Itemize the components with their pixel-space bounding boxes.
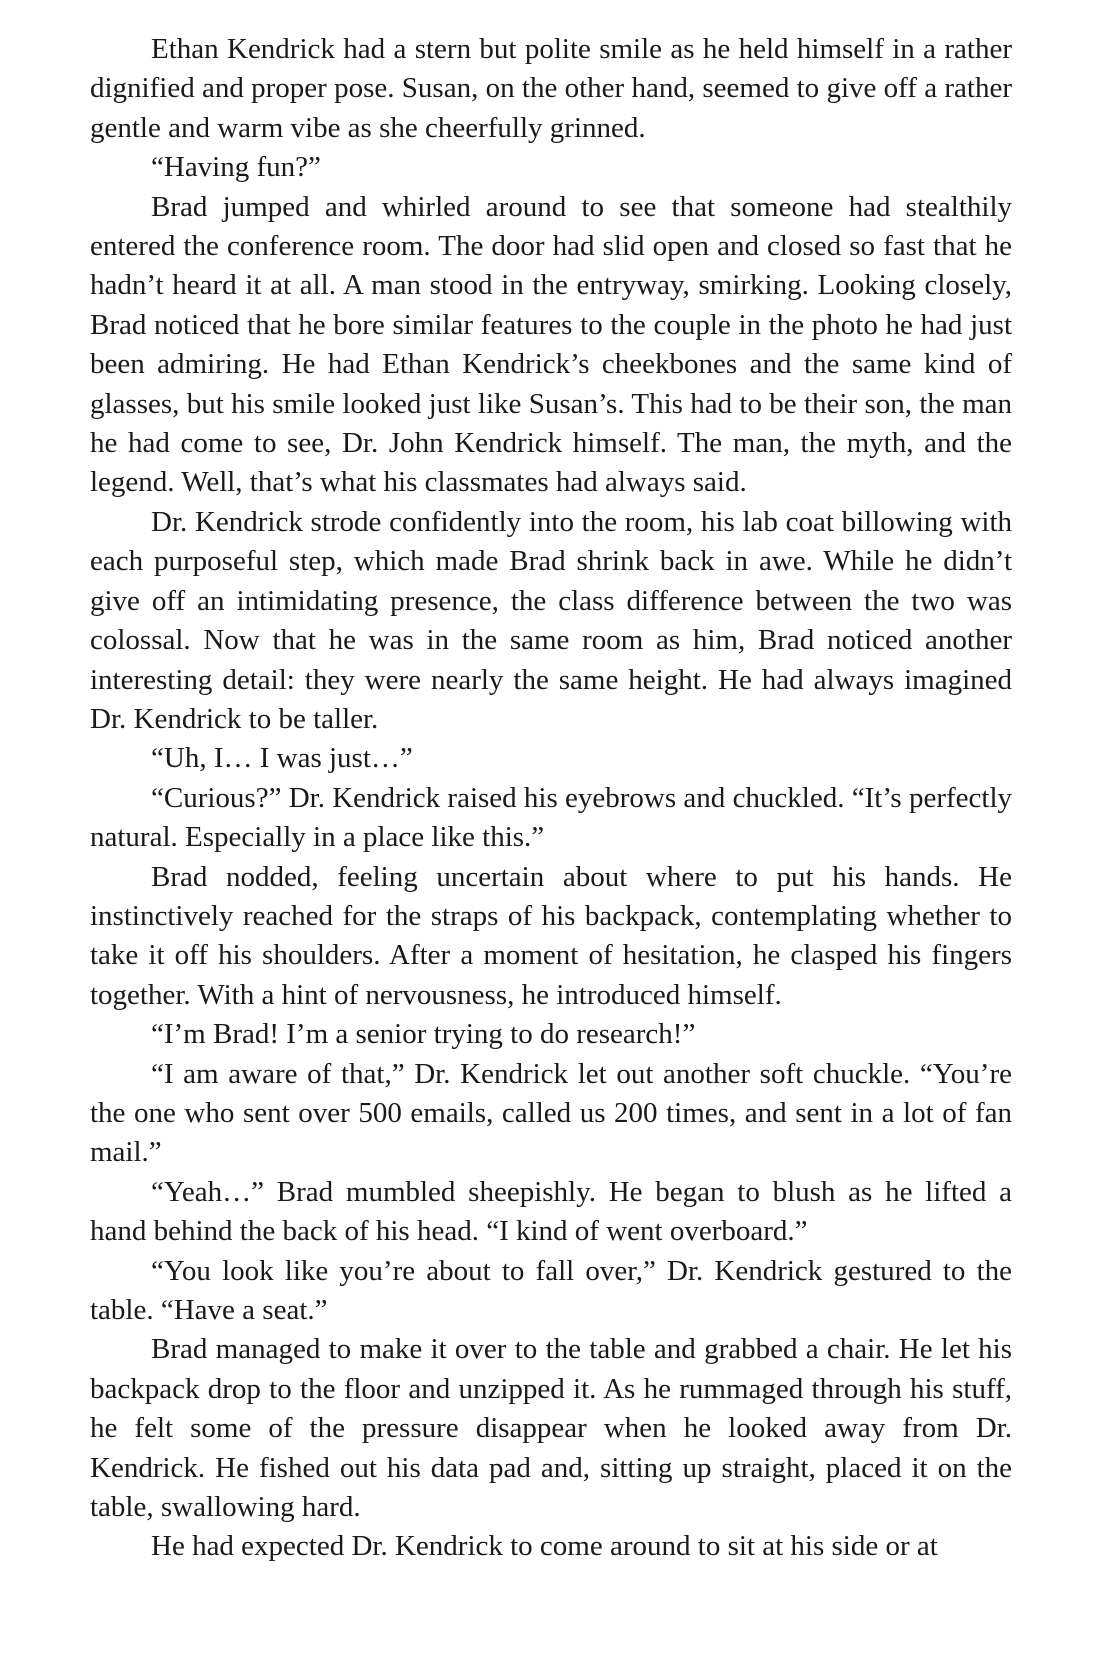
paragraph: “Having fun?” <box>151 151 321 184</box>
paragraph: “I am aware of that,” Dr. Kendrick let out another soft chuckle. “You’re the one who sent over 500 emails, called us 200 times, and sent in a lot of fan mail.” <box>90 1057 1012 1169</box>
paragraph: Brad managed to make it over to the table and grabbed a chair. He let his backpack drop to the floor and unzipped it. As he rummaged through his stuff, he felt some of the pressure disappear when he looked away from Dr. Kendrick. He fished out his data pad and, sitting up straight, placed it on the table, swallowing hard. <box>90 1333 1012 1524</box>
paragraph: Brad jumped and whirled around to see that someone had stealthily entered the conference room. The door had slid open and closed so fast that he hadn’t heard it at all. A man stood in the entryway, smirking. Looking closely, Brad noticed that he bore similar features to the couple in the photo he had just been admiring. He had Ethan Kendrick’s cheekbones and the same kind of glasses, but his smile looked just like Susan’s. This had to be their son, the man he had come to see, Dr. John Kendrick himself. The man, the myth, and the legend. Well, that’s what his classmates had always said. <box>90 190 1012 499</box>
paragraph: “I’m Brad! I’m a senior trying to do research!” <box>151 1018 696 1051</box>
paragraph: “Uh, I… I was just…” <box>151 742 413 775</box>
paragraph: Brad nodded, feeling uncertain about where to put his hands. He instinctively reached for the straps of his backpack, contemplating whether to take it off his shoulders. After a moment of hesitation, he clasped his fingers together. With a hint of nervousness, he introduced himself. <box>90 860 1012 1011</box>
paragraph: He had expected Dr. Kendrick to come around to sit at his side or at <box>151 1530 938 1563</box>
page-text <box>90 30 1012 1567</box>
paragraph: “Curious?” Dr. Kendrick raised his eyebrows and chuckled. “It’s perfectly natural. Especially in a place like this.” <box>90 781 1012 854</box>
paragraph: “Yeah…” Brad mumbled sheepishly. He began to blush as he lifted a hand behind the back of his head. “I kind of went overboard.” <box>90 1175 1012 1248</box>
paragraph: Ethan Kendrick had a stern but polite smile as he held himself in a rather dignified and proper pose. Susan, on the other hand, seemed to give off a rather gentle and warm vibe as she cheerfully grinned. <box>90 33 1012 144</box>
paragraph: Dr. Kendrick strode confidently into the room, his lab coat billowing with each purposeful step, which made Brad shrink back in awe. While he didn’t give off an intimidating presence, the class difference between the two was colossal. Now that he was in the same room as him, Brad noticed another interesting detail: they were nearly the same height. He had always imagined Dr. Kendrick to be taller. <box>90 505 1012 735</box>
paragraph: “You look like you’re about to fall over,” Dr. Kendrick gestured to the table. “Have a seat.” <box>90 1254 1012 1326</box>
